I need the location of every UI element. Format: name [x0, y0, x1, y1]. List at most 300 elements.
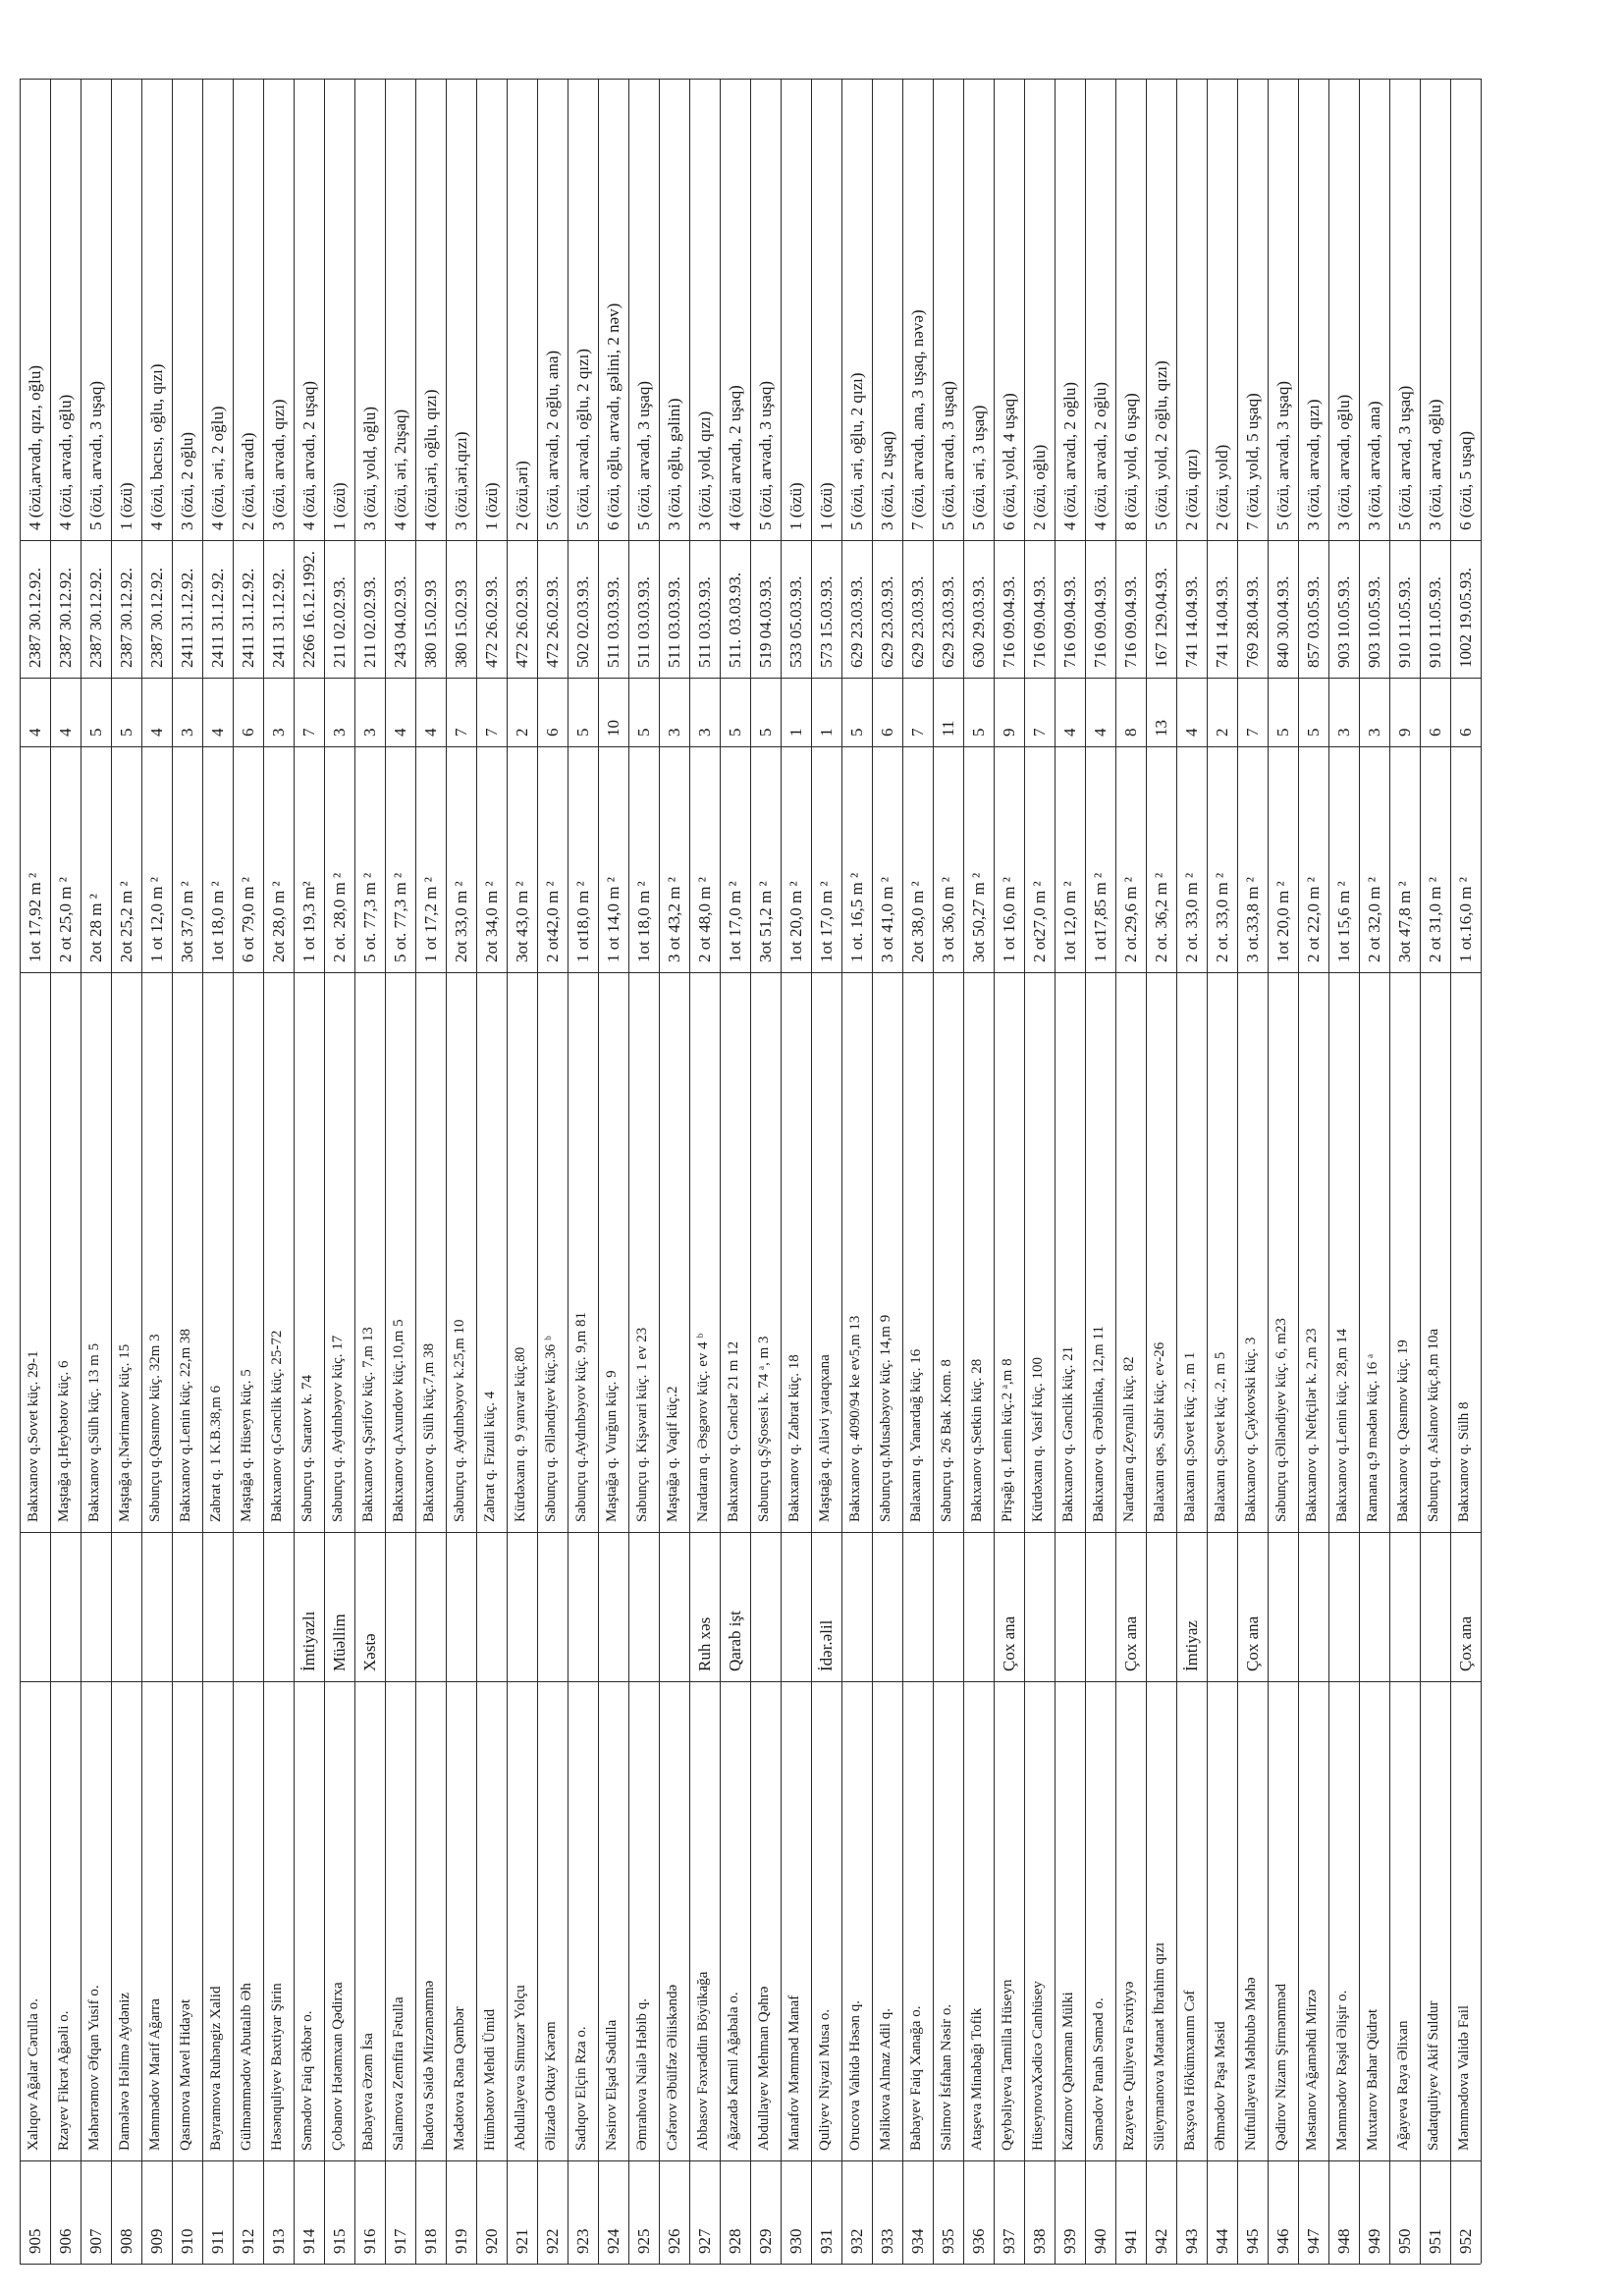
decision-number-date: 2411 31.12.92. [269, 568, 288, 668]
living-area: 1ot 17,0 m ² [817, 881, 836, 962]
person-name: Sadıqov Elçin Rza o. [573, 2026, 589, 2151]
decision-number-date: 502 02.03.93. [573, 575, 592, 668]
family-composition: 5 (özü, arvadı, 3 uşaq) [756, 380, 775, 530]
family-composition: 3 (özü,əri,qızı) [452, 431, 470, 530]
living-area: 3ot 50,27 m ² [969, 872, 988, 962]
address: Bakıxanov q. Gənclər 21 m 12 [726, 1340, 741, 1522]
address: Sabunçu q. Aslanov küç.8,m 10a [1426, 1328, 1441, 1522]
row-divider [446, 79, 447, 2264]
family-composition: 3 (özü, arvadı, qızı) [269, 399, 288, 530]
living-area: 1ot 20,0 m ² [786, 881, 805, 962]
person-name: Çobanov Hətəmxan Qədirxa [330, 1982, 346, 2151]
row-divider [902, 79, 903, 2264]
family-composition: 5 (özü, yold, 2 oğlu, qızı) [1152, 360, 1170, 530]
row-divider [1389, 79, 1390, 2264]
family-composition: 1 (özü) [117, 482, 135, 530]
column-divider [20, 746, 1481, 747]
family-composition: 5 (özü, arvad, 3 uşaq) [1395, 385, 1414, 530]
members-count: 3 [665, 728, 683, 737]
row-number: 926 [665, 2228, 683, 2254]
living-area: 3ot 51,2 m ² [756, 881, 775, 962]
members-count: 5 [117, 728, 135, 737]
row-divider [172, 79, 173, 2264]
column-divider [20, 2264, 1481, 2265]
decision-number-date: 2387 30.12.92. [56, 568, 75, 668]
address: Maştağa q.Heybətov küç. 6 [56, 1360, 72, 1522]
members-count: 4 [208, 728, 227, 737]
row-number: 941 [1121, 2228, 1140, 2254]
decision-number-date: 511 03.03.93. [634, 576, 653, 668]
living-area: 2 ot 22,0 m ² [1304, 877, 1323, 962]
decision-number-date: 629 23.03.93. [878, 575, 896, 668]
family-composition: 3 (özü, arvad, oğlu) [1426, 399, 1444, 530]
person-name: Quliyev Niyazi Musa o. [817, 2008, 833, 2151]
row-divider [720, 79, 721, 2264]
living-area: 3 ot 36,0 m ² [939, 877, 957, 962]
living-area: 1 ot18,0 m ² [573, 881, 592, 962]
person-name: Məstanov Ağaməhdi Mirzə [1304, 1989, 1320, 2151]
family-composition: 3 (özü, oğlu, gəlini) [665, 398, 683, 530]
living-area: 1ot 18,0 m ² [634, 881, 653, 962]
row-number: 951 [1426, 2228, 1444, 2254]
living-area: 5 ot. 77,3 m ² [391, 872, 409, 962]
living-area: 6 ot 79,0 m ² [239, 877, 257, 962]
person-name: Ağazadə Kamil Ağabala o. [726, 1992, 741, 2151]
person-name: Nuftullayeva Məhbubə Məhə [1243, 1977, 1259, 2151]
members-count: 2 [513, 728, 531, 737]
living-area: 2ot 28 m ² [86, 894, 105, 962]
address: Maştağa q. Hüseyn küç. 5 [239, 1369, 254, 1522]
members-count: 6 [1426, 728, 1444, 737]
family-composition: 2 (özü, qızı) [1182, 449, 1201, 530]
row-number: 935 [939, 2228, 957, 2254]
row-number: 925 [634, 2228, 653, 2254]
members-count: 3 [1334, 728, 1353, 737]
members-count: 3 [1365, 728, 1383, 737]
decision-number-date: 910 11.05.93. [1426, 576, 1444, 668]
living-area: 1 ot 12,0 m ² [147, 877, 166, 962]
family-composition: 3 (özü, yold, qızı) [695, 410, 714, 530]
family-composition: 5 (özü, əri, oğlu, 2 qızı) [847, 372, 866, 530]
members-count: 5 [726, 728, 744, 737]
address: Sabunçu q.Əlləndiyev küç. 6, m23 [1273, 1318, 1289, 1522]
address: Sabunçu q. Əlləndiyev küç.36 ᵇ [543, 1336, 559, 1522]
members-count: 4 [26, 728, 44, 737]
row-number: 930 [786, 2228, 805, 2254]
members-count: 7 [908, 728, 927, 737]
status-note: İmtiyaz [1182, 1620, 1201, 1671]
address: Bakıxanov q. 4090/94 ke ev5,m 13 [847, 1315, 863, 1522]
row-number: 908 [117, 2228, 135, 2254]
members-count: 9 [1000, 728, 1018, 737]
family-composition: 3 (özü, arvadı, ana) [1365, 401, 1383, 530]
row-number: 910 [178, 2228, 196, 2254]
family-composition: 5 (özü, əri, 3 uşaq) [969, 405, 988, 530]
address: Zabrat q. 1 K.B.38,m 6 [208, 1385, 224, 1522]
decision-number-date: 716 09.04.93. [1060, 575, 1079, 668]
decision-number-date: 2266 16.12.1992. [299, 551, 318, 668]
decision-number-date: 2411 31.12.92. [239, 568, 257, 668]
family-composition: 3 (özü, arvadı, oğlu) [1334, 394, 1353, 530]
row-divider [202, 79, 203, 2264]
family-composition: 7 (özü, arvadı, ana, 3 uşaq, nəvə) [908, 309, 927, 530]
row-divider [324, 79, 325, 2264]
row-divider [263, 79, 264, 2264]
row-divider [1268, 79, 1269, 2264]
family-composition: 4 (özü, əri, 2 oğlu) [208, 406, 227, 530]
decision-number-date: 511 03.03.93. [665, 576, 683, 668]
status-note: Çox ana [1243, 1615, 1262, 1671]
row-divider [1085, 79, 1086, 2264]
living-area: 1ot 20,0 m ² [1273, 881, 1292, 962]
person-name: Abdullayeva Simuzər Yolçu [513, 1985, 528, 2151]
person-name: Hümbətov Mehdi Ümid [482, 2008, 498, 2151]
decision-number-date: 2387 30.12.92. [147, 568, 166, 668]
family-composition: 4 (özü, arvadı, oğlu) [56, 394, 75, 530]
row-divider [1481, 79, 1482, 2264]
person-name: Qədirov Nizam Şirməmməd [1273, 1984, 1289, 2151]
person-name: Orucova Vahidə Həsən q. [847, 1999, 863, 2151]
living-area: 2 ot. 36,2 m ² [1152, 872, 1170, 962]
row-divider [628, 79, 629, 2264]
address: Sabunçu q. 26 Bak .Kom. 8 [939, 1359, 954, 1522]
person-name: Məmmədov Rəşid Əlişir o. [1334, 1990, 1350, 2151]
members-count: 11 [939, 720, 957, 737]
address: Bakıxanov q.Setkin küç. 28 [969, 1358, 985, 1522]
members-count: 3 [269, 728, 288, 737]
row-number: 931 [817, 2228, 836, 2254]
row-divider [750, 79, 751, 2264]
family-composition: 4 (özü, arvadı, 2 uşaq) [299, 380, 318, 530]
row-divider [1115, 79, 1116, 2264]
row-number: 933 [878, 2228, 896, 2254]
row-number: 917 [391, 2228, 409, 2254]
decision-number-date: 511 03.03.93. [604, 576, 623, 668]
status-note: Çox ana [1456, 1615, 1475, 1671]
living-area: 1 ot 19,3 m² [299, 881, 318, 962]
family-composition: 1 (özü) [786, 482, 805, 530]
row-divider [507, 79, 508, 2264]
family-composition: 2 (özü,əri) [513, 461, 531, 530]
decision-number-date: 573 15.03.93. [817, 575, 836, 668]
members-count: 5 [86, 728, 105, 737]
person-name: Süleymanova Mətanət İbrahim qızı [1152, 1941, 1167, 2151]
decision-number-date: 910 11.05.93. [1395, 576, 1414, 668]
decision-number-date: 472 26.02.93. [513, 575, 531, 668]
members-count: 5 [573, 728, 592, 737]
row-number: 913 [269, 2228, 288, 2254]
status-note: İmtiyazlı [299, 1611, 318, 1671]
row-number: 936 [969, 2228, 988, 2254]
row-divider [781, 79, 782, 2264]
column-divider [20, 540, 1481, 541]
living-area: 2 ot 31,0 m ² [1426, 877, 1444, 962]
decision-number-date: 716 09.04.93. [1000, 575, 1018, 668]
person-name: Qeybəliyeva Tamilla Hüseyn [1000, 1979, 1015, 2151]
row-number: 948 [1334, 2228, 1353, 2254]
address: Nardaran q. Əsgərov küç. ev 4 ᵇ [695, 1333, 711, 1522]
person-name: Salamova Zemfira Fətulla [391, 1996, 406, 2151]
row-divider [294, 79, 295, 2264]
row-number: 945 [1243, 2228, 1262, 2254]
members-count: 5 [1304, 728, 1323, 737]
living-area: 1ot 15,6 m ² [1334, 881, 1353, 962]
person-name: Qasımova Mavel Hidayət [178, 1998, 193, 2151]
living-area: 2 ot 48,0 m ² [695, 877, 714, 962]
row-divider [233, 79, 234, 2264]
living-area: 1 ot.16,0 m ² [1456, 877, 1475, 962]
row-divider [933, 79, 934, 2264]
row-number: 909 [147, 2228, 166, 2254]
person-name: Rzayeva- Quliyeva Fəxriyyə [1121, 1981, 1137, 2151]
person-name: İbadova Səidə Mirzəməmmə [421, 1980, 437, 2151]
decision-number-date: 2411 31.12.92. [208, 568, 227, 668]
living-area: 3ot 47,8 m ² [1395, 881, 1414, 962]
row-number: 952 [1456, 2228, 1475, 2254]
living-area: 1 ot 14,0 m ² [604, 877, 623, 962]
row-number: 905 [26, 2228, 44, 2254]
members-count: 7 [1243, 728, 1262, 737]
row-divider [841, 79, 842, 2264]
person-name: Cəfərov Əbülfəz Əliiskəndə [665, 1984, 680, 2151]
living-area: 2 ot42,0 m ² [543, 881, 562, 962]
row-divider [1146, 79, 1147, 2264]
row-divider [50, 79, 51, 2264]
address: Sabunçu q.Ş/Şosesi k. 74 ᵃ, m 3 [756, 1336, 772, 1522]
row-divider [1237, 79, 1238, 2264]
row-number: 940 [1091, 2228, 1110, 2254]
row-number: 950 [1395, 2228, 1414, 2254]
person-name: Məhərrəmov Əfqan Yusif o. [86, 1985, 102, 2151]
address: Bakıxanov q.Sülh küç. 13 m 5 [86, 1342, 102, 1522]
decision-number-date: 741 14.04.93. [1213, 575, 1231, 668]
members-count: 2 [1213, 728, 1231, 737]
decision-number-date: 629 23.03.93. [939, 575, 957, 668]
person-name: Səlimov İsfahan Nəsir o. [939, 2003, 954, 2151]
person-name: Xalıqov Ağalar Cərulla o. [26, 1998, 41, 2151]
decision-number-date: 472 26.02.93. [543, 575, 562, 668]
person-name: Damələvə Həlimə Aydəniz [117, 1992, 133, 2151]
living-area: 1 ot 17,2 m ² [421, 877, 440, 962]
row-divider [1207, 79, 1208, 2264]
row-number: 923 [573, 2228, 592, 2254]
family-composition: 5 (özü, arvadı, 3 uşaq) [939, 380, 957, 530]
family-composition: 3 (özü, yold, oğlu) [360, 406, 379, 530]
person-name: Abbasov Fəxrəddin Böyükağa [695, 1971, 711, 2151]
row-number: 946 [1273, 2228, 1292, 2254]
row-divider [872, 79, 873, 2264]
living-area: 2 ot. 33,0 m ² [1213, 872, 1231, 962]
decision-number-date: 840 30.04.93. [1273, 575, 1292, 668]
members-count: 4 [56, 728, 75, 737]
decision-number-date: 167 129.04.93. [1152, 568, 1170, 668]
row-number: 938 [1030, 2228, 1049, 2254]
members-count: 6 [878, 728, 896, 737]
status-note: Çox ana [1000, 1615, 1018, 1671]
members-count: 7 [1030, 728, 1049, 737]
decision-number-date: 2387 30.12.92. [26, 568, 44, 668]
row-divider [385, 79, 386, 2264]
address: Maştağa q. Ailəvi yataqxana [817, 1354, 833, 1522]
decision-number-date: 769 28.04.93. [1243, 575, 1262, 668]
row-number: 927 [695, 2228, 714, 2254]
row-number: 922 [543, 2228, 562, 2254]
members-count: 5 [969, 728, 988, 737]
family-composition: 3 (özü, 2 oğlu) [178, 431, 196, 530]
decision-number-date: 630 29.03.93. [969, 575, 988, 668]
decision-number-date: 380 15.02.93 [452, 579, 470, 668]
living-area: 2ot 34,0 m ² [482, 881, 501, 962]
person-name: Əhmədov Paşa Məsid [1213, 2021, 1228, 2151]
address: Sabunçu q.Musabəyov küç. 14,m 9 [878, 1314, 893, 1522]
row-number: 932 [847, 2228, 866, 2254]
person-name: Abdullayev Mehman Qəhrə [756, 1986, 772, 2151]
row-number: 929 [756, 2228, 775, 2254]
members-count: 4 [1091, 728, 1110, 737]
row-divider [1359, 79, 1360, 2264]
row-number: 914 [299, 2228, 318, 2254]
person-name: Səmədov Panah Səməd o. [1091, 1997, 1107, 2151]
address: Sabunçu q. Aydınbəyov küç. 17 [330, 1335, 346, 1522]
person-name: HüseynovaXədicə Canhüsey [1030, 1981, 1046, 2151]
row-divider [1024, 79, 1025, 2264]
row-number: 947 [1304, 2228, 1323, 2254]
members-count: 5 [847, 728, 866, 737]
row-number: 944 [1213, 2228, 1231, 2254]
row-number: 921 [513, 2228, 531, 2254]
members-count: 4 [147, 728, 166, 737]
row-divider [354, 79, 355, 2264]
decision-number-date: 716 09.04.93. [1121, 575, 1140, 668]
decision-number-date: 716 09.04.93. [1091, 575, 1110, 668]
address: Kürdəxanı q. 9 yanvar küç.80 [513, 1346, 528, 1522]
family-composition: 4 (özü,arvadı, qızı, oğlu) [26, 364, 44, 530]
family-composition: 3 (özü, 2 uşaq) [878, 430, 896, 530]
address: Bakıxanov q. Qasımov küç. 19 [1395, 1339, 1411, 1522]
row-number: 942 [1152, 2228, 1170, 2254]
address: Bakıxanov q.Lenin küç. 28,m 14 [1334, 1328, 1350, 1522]
status-note: Çox ana [1121, 1615, 1140, 1671]
decision-number-date: 519 04.03.93. [756, 575, 775, 668]
address: Bakıxanov q. Gənclik küç. 21 [1060, 1345, 1076, 1522]
family-composition: 2 (özü, yold) [1213, 444, 1231, 530]
living-area: 2ot 25,2 m ² [117, 881, 135, 962]
living-area: 3 ot.33,8 m ² [1243, 877, 1262, 962]
family-composition: 3 (özü, arvadı, qızı) [1304, 399, 1323, 530]
person-name: Ataşeva Minabağı Tofik [969, 2007, 985, 2151]
decision-number-date: 533 05.03.93. [786, 575, 805, 668]
person-name: Sadatquliyev Akif Suldur [1426, 2000, 1441, 2151]
members-count: 7 [482, 728, 501, 737]
members-count: 6 [239, 728, 257, 737]
row-number: 943 [1182, 2228, 1201, 2254]
address: Kürdəxanı q. Vasif küç. 100 [1030, 1356, 1046, 1522]
members-count: 13 [1152, 720, 1170, 737]
family-composition: 5 (özü, arvadı, oğlu, 2 qızı) [573, 348, 592, 530]
family-composition: 2 (özü, oğlu) [1030, 444, 1049, 530]
family-composition: 1 (özü) [817, 482, 836, 530]
family-composition: 6 (özü, oğlu, arvadı, gəlini, 2 nəv) [604, 302, 623, 530]
address: Balaxanı q.Sovet küç .2, m 1 [1182, 1351, 1198, 1522]
decision-number-date: 211 02.02.93. [330, 576, 349, 668]
column-divider [20, 1532, 1481, 1533]
row-number: 949 [1365, 2228, 1383, 2254]
family-composition: 6 (özü, 5 uşaq) [1456, 430, 1475, 530]
living-area: 3 ot 41,0 m ² [878, 877, 896, 962]
status-note: Qarab işt [726, 1611, 744, 1671]
family-composition: 5 (özü, arvadı, 3 uşaq) [634, 380, 653, 530]
row-divider [1328, 79, 1329, 2264]
column-divider [20, 1681, 1481, 1682]
person-name: Rzayev Fikrət Ağaəli o. [56, 2010, 72, 2151]
living-area: 2 ot 32,0 m ² [1365, 877, 1383, 962]
person-name: Məlikova Almaz Adil q. [878, 2008, 893, 2151]
decision-number-date: 903 10.05.93. [1365, 575, 1383, 668]
decision-number-date: 243 04.02.93. [391, 575, 409, 668]
address: Sabunçu q. Saratov k. 74 [299, 1375, 315, 1522]
address: Maştağa q.Nərimanov küç. 15 [117, 1343, 133, 1522]
address: Bakıxanov q.Şərifov küç. 7,m 13 [360, 1327, 376, 1522]
column-divider [20, 678, 1481, 679]
decision-number-date: 629 23.03.93. [847, 575, 866, 668]
decision-number-date: 211 02.02.93. [360, 576, 379, 668]
address: Maştağa q. Vurğun küç. 9 [604, 1370, 620, 1522]
decision-number-date: 629 23.03.93. [908, 575, 927, 668]
address: Bakıxanov q.Lenin küç. 22,m 38 [178, 1328, 193, 1522]
living-area: 2 ot 25,0 m ² [56, 877, 75, 962]
members-count: 4 [391, 728, 409, 737]
row-divider [659, 79, 660, 2264]
row-divider [537, 79, 538, 2264]
address: Balaxanı qəs, Sabir küç. ev-26 [1152, 1341, 1167, 1522]
members-count: 6 [543, 728, 562, 737]
decision-number-date: 857 03.05.93. [1304, 575, 1323, 668]
family-composition: 4 (özü, arvadı, 2 oğlu) [1060, 381, 1079, 530]
column-divider [20, 79, 1481, 80]
address: Pirşağı q. Lenin küç.2 ᵃ,m 8 [1000, 1358, 1015, 1522]
living-area: 3ot 43,0 m ² [513, 881, 531, 962]
address: Bakıxanov q.Axundov küç.10,m 5 [391, 1319, 406, 1522]
living-area: 5 ot. 77,3 m ² [360, 872, 379, 962]
members-count: 8 [1121, 728, 1140, 737]
status-note: Xəstə [360, 1633, 379, 1671]
family-composition: 1 (özü) [482, 482, 501, 530]
living-area: 1 ot 16,0 m ² [1000, 877, 1018, 962]
family-composition: 5 (özü, arvadı, 2 oğlu, ana) [543, 350, 562, 530]
row-number: 924 [604, 2228, 623, 2254]
address: Zabrat q. Fizuli küç. 4 [482, 1391, 498, 1522]
address: Bakıxanov q.Sovet küç. 29-1 [26, 1350, 41, 1522]
decision-number-date: 511. 03.03.93. [726, 572, 744, 668]
family-composition: 4 (özü, bacısı, oğlu, qızı) [147, 363, 166, 530]
row-number: 939 [1060, 2228, 1079, 2254]
status-note: Ruh xəs [695, 1616, 714, 1671]
row-divider [415, 79, 416, 2264]
person-name: Mədətova Rəna Qəmbər [452, 2006, 467, 2151]
members-count: 5 [756, 728, 775, 737]
members-count: 4 [1182, 728, 1201, 737]
address: Sabunçu q. Kişəvari küç. 1 ev 23 [634, 1327, 650, 1522]
row-divider [20, 79, 21, 2264]
living-area: 2 ot. 28,0 m ² [330, 872, 349, 962]
person-name: Kazımov Qəhrəman Mülki [1060, 1992, 1076, 2151]
living-area: 2 ot.29,6 m ² [1121, 877, 1140, 962]
row-divider [1298, 79, 1299, 2264]
row-divider [111, 79, 112, 2264]
living-area: 1ot 18,0 m ² [208, 881, 227, 962]
decision-number-date: 716 09.04.93. [1030, 575, 1049, 668]
members-count: 7 [452, 728, 470, 737]
